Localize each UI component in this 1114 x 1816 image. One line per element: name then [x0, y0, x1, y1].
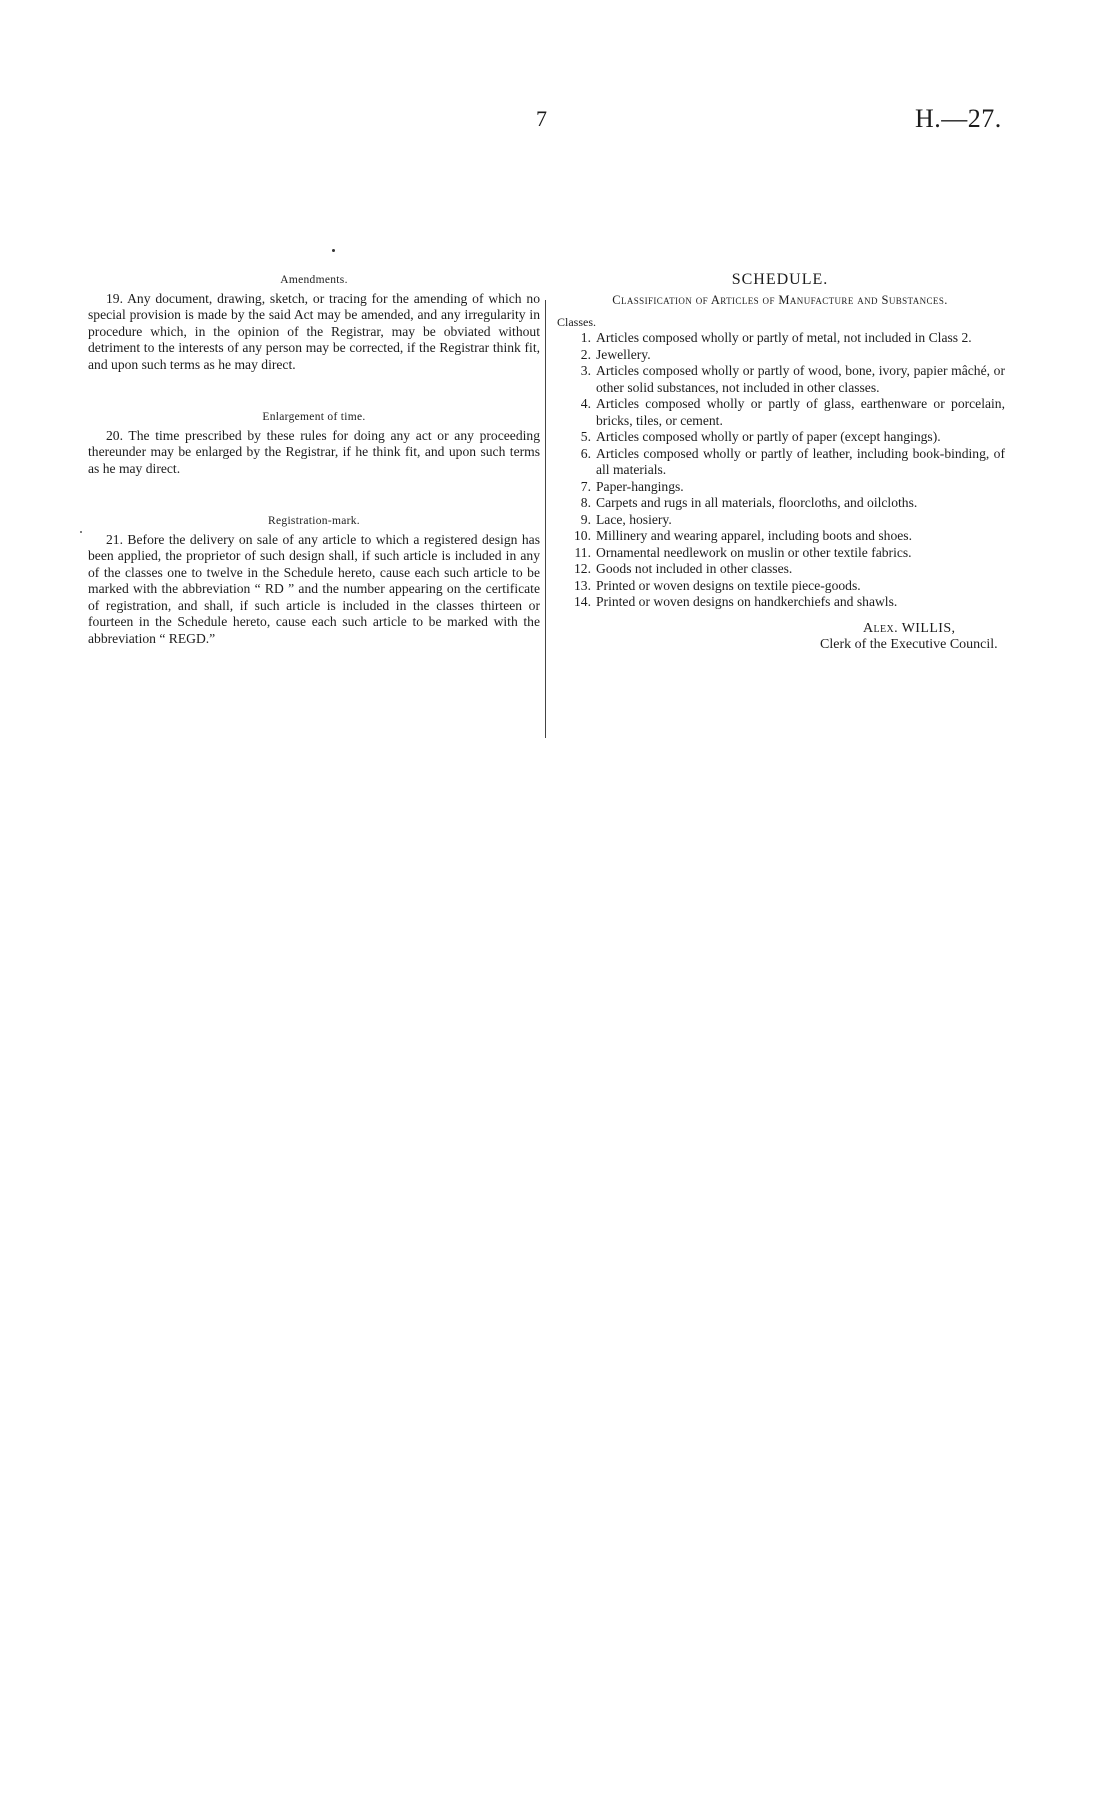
class-item: [555, 363, 1005, 396]
class-number: 9.: [580, 511, 591, 527]
class-item: [555, 446, 1005, 479]
class-description: Carpets and rugs in all materials, floorcloths, and oilcloths.: [596, 495, 918, 510]
class-item: [555, 545, 1005, 562]
classes-label: Classes.: [557, 314, 596, 329]
section-body: 19. Any document, drawing, sketch, or tracing for the amending of which no special provision is made by the said Act may be amended, and any irregularity in procedure which, in the opinion of the Registrar, may be obviated without detriment to the interests of any person may be corrected, if the Registrar think fit, and upon such terms as he may direct.: [88, 290, 540, 372]
class-number: 3.: [580, 363, 591, 378]
class-description: Articles composed wholly or partly of wood, bone, ivory, papier mâché, or other solid substances, not included in other classes.: [596, 363, 1005, 395]
class-item: [555, 479, 1005, 496]
signatory-name: Alex. WILLIS,: [863, 620, 956, 636]
class-number: 7.: [580, 478, 591, 494]
schedule-column: [555, 272, 1005, 654]
class-number: 12.: [574, 561, 591, 576]
class-item: [555, 594, 1005, 611]
schedule-title: SCHEDULE.: [731, 271, 829, 288]
class-description: Printed or woven designs on textile piece-goods.: [596, 577, 861, 593]
class-number: 2.: [580, 346, 591, 362]
section-heading: Registration-mark.: [268, 515, 360, 527]
class-number: 6.: [580, 445, 591, 461]
class-item: [555, 495, 1005, 512]
section-body: 21. Before the delivery on sale of any article to which a registered design has been applied, the proprietor of such design shall, if such article is included in any of the classes one to twelve in the Schedule hereto, cause each such article to be marked with the abbreviation “ RD ” and the number appearing on the certificate of registration, and shall, if such article is included in the classes thirteen or fourteen in the Schedule hereto, cause each such article to be marked with the abbreviation “ REGD.”: [88, 531, 540, 646]
class-item: [555, 578, 1005, 595]
section-body: 20. The time prescribed by these rules for doing any act or any proceeding thereunder may be enlarged by the Registrar, if he think fit, and upon such terms as he may direct.: [88, 427, 540, 476]
class-description: Articles composed wholly or partly of leather, including book-binding, of all materials.: [596, 445, 1005, 477]
class-number: 14.: [574, 594, 591, 609]
page-reference: H.—27.: [915, 104, 1002, 133]
classification-heading: Classification of Articles of Manufacture and Substances.: [612, 292, 948, 307]
printing-speck: [80, 531, 82, 533]
class-description: Articles composed wholly or partly of metal, not included in Class 2.: [596, 330, 972, 345]
class-description: Lace, hosiery.: [596, 511, 672, 527]
class-item: [555, 347, 1005, 364]
class-description: Ornamental needlework on muslin or other textile fabrics.: [596, 544, 912, 560]
class-item: [555, 561, 1005, 578]
class-item: [555, 396, 1005, 429]
class-number: 1.: [580, 330, 591, 345]
class-number: 13.: [574, 577, 591, 593]
class-description: Jewellery.: [596, 346, 651, 362]
section-registration-mark: [88, 513, 540, 647]
class-item: [555, 512, 1005, 529]
class-number: 5.: [580, 429, 591, 444]
class-number: 11.: [574, 544, 591, 560]
class-description: Goods not included in other classes.: [596, 561, 793, 576]
class-description: Millinery and wearing apparel, including boots and shoes.: [596, 528, 912, 543]
printing-speck: [332, 249, 335, 252]
class-description: Articles composed wholly or partly of paper (except hangings).: [596, 429, 941, 444]
class-item: [555, 528, 1005, 545]
section-enlargement-of-time: [88, 409, 540, 477]
class-number: 8.: [580, 495, 591, 510]
signatory-title: Clerk of the Executive Council.: [820, 637, 998, 652]
class-description: Printed or woven designs on handkerchiefs and shawls.: [596, 594, 898, 609]
column-divider: [545, 300, 546, 738]
class-item: [555, 429, 1005, 446]
section-heading: Amendments.: [280, 274, 348, 286]
section-heading: Enlargement of time.: [262, 411, 366, 423]
class-number: 4.: [580, 396, 591, 411]
class-list: [555, 330, 1005, 611]
signature-block: [555, 621, 1005, 654]
left-column: [88, 272, 540, 647]
class-item: [555, 330, 1005, 347]
class-description: Articles composed wholly or partly of glass, earthenware or porcelain, bricks, tiles, or cement.: [596, 396, 1005, 428]
section-amendments: [88, 272, 540, 373]
class-number: 10.: [574, 528, 591, 543]
page-number: 7: [536, 106, 547, 131]
class-description: Paper-hangings.: [596, 478, 684, 494]
